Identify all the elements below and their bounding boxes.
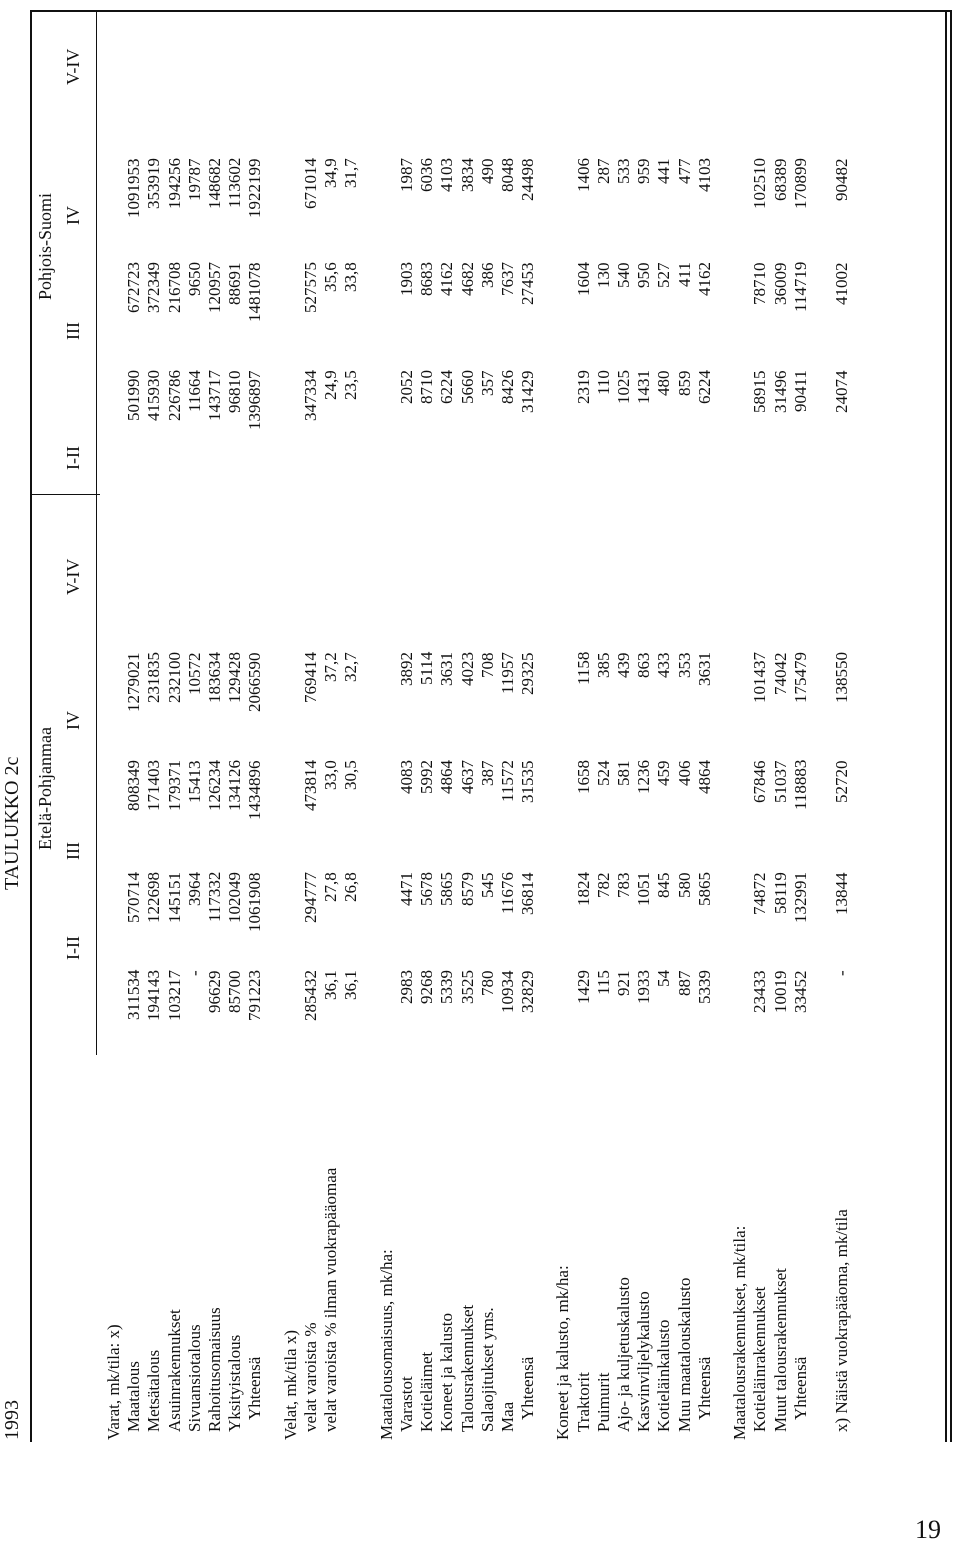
table-cell: 4162	[694, 262, 714, 296]
table-cell: 8048	[497, 158, 517, 192]
table-cell: 67846	[750, 760, 770, 803]
table-cell: 11957	[497, 652, 517, 694]
table-cell: 37,2	[321, 652, 341, 682]
column-header: IV	[63, 711, 83, 730]
row-label: Koneet ja kalusto	[437, 1313, 457, 1432]
table-cell: 36,1	[341, 970, 361, 1000]
table-cell: 477	[674, 158, 694, 184]
table-cell: 2066590	[245, 652, 265, 712]
table-cell: 216708	[164, 262, 184, 313]
column-header: III	[63, 322, 83, 340]
table-cell: 11676	[497, 872, 517, 914]
table-cell: 524	[593, 760, 613, 786]
table-cell: 27453	[518, 262, 538, 305]
table-cell: 32,7	[341, 652, 361, 682]
row-label: Varastot	[396, 1376, 416, 1432]
table-cell: 439	[614, 652, 634, 678]
table-cell: 132991	[790, 872, 810, 923]
table-cell: 540	[614, 262, 634, 288]
table-cell: 36814	[518, 872, 538, 915]
column-header: I-II	[63, 446, 83, 470]
region-separator-rule	[30, 494, 100, 495]
table-cell: 708	[477, 652, 497, 678]
table-cell: 887	[674, 970, 694, 996]
table-cell: 545	[477, 872, 497, 898]
table-cell: 114719	[790, 261, 810, 312]
group-title: Maatalousomaisuus, mk/ha:	[376, 1249, 396, 1440]
row-label: Sivuansiotalous	[184, 1324, 204, 1432]
table-cell: 10572	[184, 652, 204, 695]
table-cell: 533	[614, 158, 634, 184]
table-cell: 10934	[497, 970, 517, 1013]
table-cell: 4083	[396, 760, 416, 794]
table-cell: 780	[477, 970, 497, 996]
table-cell: 311534	[124, 969, 144, 1020]
table-cell: 372349	[144, 262, 164, 313]
table-cell: 54	[654, 970, 674, 987]
table-cell: 10019	[770, 970, 790, 1013]
table-cell: 294777	[300, 872, 320, 923]
page-year: 1993	[1, 1400, 23, 1440]
table-cell: 3892	[396, 652, 416, 686]
page-number: 19	[915, 1515, 941, 1544]
table-cell: 1481078	[245, 262, 265, 322]
table-cell: 1279021	[124, 652, 144, 712]
row-label: Salaojitukset yms.	[477, 1307, 497, 1432]
group-title: Velat, mk/tila x)	[280, 1329, 300, 1440]
table-cell: 1434896	[245, 760, 265, 820]
table-cell: 1429	[573, 970, 593, 1004]
table-cell: 845	[654, 872, 674, 898]
table-cell: 11664	[184, 370, 204, 412]
table-cell: 31496	[770, 370, 790, 413]
table-cell: 527	[654, 262, 674, 288]
table-cell: 226786	[164, 370, 184, 421]
table-cell: 35,6	[321, 262, 341, 292]
table-cell: 34,9	[321, 158, 341, 188]
table-cell: 1933	[634, 970, 654, 1004]
table-cell: 24074	[832, 370, 852, 413]
table-cell: 4637	[457, 760, 477, 794]
table-cell: 85700	[225, 970, 245, 1013]
table-cell: 52720	[832, 760, 852, 803]
table-cell: 23433	[750, 970, 770, 1013]
table-cell: 126234	[205, 760, 224, 811]
table-cell: 459	[654, 760, 674, 786]
table-cell: 580	[674, 872, 694, 898]
table-cell: 859	[674, 370, 694, 396]
table-cell: 74872	[750, 872, 770, 915]
table-cell: 2052	[396, 370, 416, 404]
row-label: velat varoista %	[300, 1322, 320, 1432]
table-cell: 1903	[396, 262, 416, 296]
table-cell: 3525	[457, 970, 477, 1004]
table-right-rule	[30, 10, 952, 12]
row-label: Muut talousrakennukset	[770, 1268, 790, 1432]
row-label: x) Näistä vuokrapääoma, mk/tila	[832, 1209, 852, 1432]
table-cell: 5339	[437, 970, 457, 1004]
group-title: Koneet ja kalusto, mk/ha:	[553, 1265, 573, 1440]
table-cell: -	[184, 970, 204, 976]
table-bottom-rule	[945, 10, 947, 1442]
table-cell: 74042	[770, 652, 790, 695]
table-cell: 353919	[144, 158, 164, 209]
table-cell: 175479	[790, 652, 810, 703]
table-cell: 1025	[614, 370, 634, 404]
table-cell: 5114	[417, 651, 437, 685]
table-cell: 480	[654, 370, 674, 396]
table-cell: 33452	[790, 970, 810, 1013]
table-cell: 5339	[694, 970, 714, 1004]
row-label: Yhteensä	[694, 1356, 714, 1420]
column-header: III	[63, 842, 83, 860]
row-label: Yhteensä	[790, 1356, 810, 1420]
table-cell: 1604	[573, 262, 593, 296]
table-cell: 130	[593, 262, 613, 288]
table-cell: 3631	[437, 652, 457, 686]
group-title: Maatalousrakennukset, mk/tila:	[730, 1225, 750, 1440]
table-cell: 1987	[396, 158, 416, 192]
row-label: Metsätalous	[144, 1349, 164, 1432]
table-cell: 1236	[634, 760, 654, 794]
table-cell: 8426	[497, 370, 517, 404]
table-cell: 30,5	[341, 760, 361, 790]
table-cell: 102049	[225, 872, 245, 923]
table-cell: 4103	[437, 158, 457, 192]
table-cell: 2983	[396, 970, 416, 1004]
table-cell: 9268	[417, 970, 437, 1004]
table-cell: 387	[477, 760, 497, 786]
table-cell: 31429	[518, 370, 538, 413]
row-label: Yksityistalous	[225, 1334, 245, 1432]
table-cell: 120957	[205, 262, 224, 313]
table-cell: 1396897	[245, 370, 265, 430]
table-cell: 1158	[573, 651, 593, 685]
table-cell: 58119	[770, 872, 790, 914]
table-cell: 385	[593, 652, 613, 678]
table-cell: 51037	[770, 760, 790, 803]
table-cell: 145151	[164, 872, 184, 923]
row-label: Talousrakennukset	[457, 1304, 477, 1432]
row-label: Asuinrakennukset	[164, 1309, 184, 1432]
table-cell: 1091953	[124, 158, 144, 218]
table-cell: 433	[654, 652, 674, 678]
column-header: IV	[63, 206, 83, 225]
table-cell: 102510	[750, 158, 770, 209]
table-cell: 115	[593, 970, 613, 995]
table-cell: 138550	[832, 652, 852, 703]
table-cell: 4682	[457, 262, 477, 296]
table-cell: 7637	[497, 262, 517, 296]
table-cell: 4023	[457, 652, 477, 686]
table-cell: 2319	[573, 370, 593, 404]
table-cell: 1658	[573, 760, 593, 794]
table-cell: 411	[674, 262, 694, 287]
table-cell: 23,5	[341, 370, 361, 400]
table-cell: 19787	[184, 158, 204, 201]
table-cell: 3631	[694, 652, 714, 686]
table-cell: 1431	[634, 370, 654, 404]
table-cell: 5865	[694, 872, 714, 906]
table-cell: 285432	[300, 970, 320, 1021]
row-label: Maatalous	[124, 1361, 144, 1432]
table-cell: 863	[634, 652, 654, 678]
table-cell: 194256	[164, 158, 184, 209]
column-header: V-IV	[63, 48, 83, 85]
table-cell: 791223	[245, 970, 265, 1021]
table-cell: 232100	[164, 652, 184, 703]
table-cell: 1824	[573, 872, 593, 906]
table-cell: 110	[593, 370, 613, 395]
table-cell: 96810	[225, 370, 245, 413]
table-cell: 134126	[225, 760, 245, 811]
row-label: Kotieläimet	[417, 1351, 437, 1432]
table-cell: 4864	[694, 760, 714, 794]
table-cell: 15413	[184, 760, 204, 803]
row-label: Kotieläinrakennukset	[750, 1286, 770, 1432]
table-cell: 231835	[144, 652, 164, 703]
table-cell: 11572	[497, 760, 517, 802]
row-label: Traktorit	[573, 1372, 593, 1432]
table-cell: 117332	[205, 871, 224, 922]
table-cell: 96629	[205, 970, 224, 1013]
table-cell: 36,1	[321, 970, 341, 1000]
table-cell: 1922199	[245, 158, 265, 218]
table-cell: 41002	[832, 262, 852, 305]
table-cell: 101437	[750, 652, 770, 703]
row-label: Ajo- ja kuljetuskalusto	[614, 1277, 634, 1432]
table-cell: 415930	[144, 370, 164, 421]
column-header-rule	[96, 10, 97, 1055]
table-cell: 6036	[417, 158, 437, 192]
table-cell: 143717	[205, 370, 224, 421]
table-cell: 347334	[300, 370, 320, 421]
table-cell: -	[832, 970, 852, 976]
table-cell: 148682	[205, 158, 224, 209]
table-cell: 31535	[518, 760, 538, 803]
table-cell: 570714	[124, 872, 144, 923]
row-label: Yhteensä	[518, 1356, 538, 1420]
table-cell: 31,7	[341, 158, 361, 188]
table-cell: 122698	[144, 872, 164, 923]
table-cell: 194143	[144, 970, 164, 1021]
column-header: V-IV	[63, 558, 83, 595]
table-cell: 6224	[694, 370, 714, 404]
table-cell: 406	[674, 760, 694, 786]
table-cell: 33,8	[341, 262, 361, 292]
table-cell: 783	[614, 872, 634, 898]
table-cell: 36009	[770, 262, 790, 305]
group-title: Varat, mk/tila: x)	[104, 1324, 123, 1440]
table-left-rule	[950, 10, 952, 1442]
table-cell: 90411	[790, 370, 810, 412]
table-cell: 490	[477, 158, 497, 184]
table-cell: 113602	[225, 157, 245, 208]
table-cell: 78710	[750, 262, 770, 305]
table-cell: 103217	[164, 970, 184, 1021]
table-cell: 1406	[573, 158, 593, 192]
table-cell: 9650	[184, 262, 204, 296]
column-header: I-II	[63, 936, 83, 960]
table-cell: 3964	[184, 872, 204, 906]
row-label: Kotieläinkalusto	[654, 1319, 674, 1432]
table-cell: 1051	[634, 872, 654, 906]
row-label: Rahoitusomaisuus	[205, 1307, 224, 1432]
table-cell: 33,0	[321, 760, 341, 790]
row-label: Maa	[497, 1401, 517, 1432]
table-cell: 353	[674, 652, 694, 678]
table-cell: 950	[634, 262, 654, 288]
table-cell: 5660	[457, 370, 477, 404]
table-title: TAULUKKO 2c	[1, 756, 23, 890]
row-label: Kasvinviljelykalusto	[634, 1291, 654, 1432]
table-cell: 24,9	[321, 370, 341, 400]
table-cell: 8579	[457, 872, 477, 906]
region-header-1: Etelä-Pohjanmaa	[35, 727, 55, 850]
table-cell: 29325	[518, 652, 538, 695]
table-cell: 171403	[144, 760, 164, 811]
row-label: Muu maatalouskalusto	[674, 1277, 694, 1432]
region-header-2: Pohjois-Suomi	[35, 192, 55, 300]
table-cell: 27,8	[321, 872, 341, 902]
table-cell: 386	[477, 262, 497, 288]
table-cell: 959	[634, 158, 654, 184]
table-cell: 782	[593, 872, 613, 898]
table-cell: 24498	[518, 158, 538, 201]
table-cell: 441	[654, 158, 674, 184]
label-column-rule	[30, 1055, 32, 1057]
table-cell: 5678	[417, 872, 437, 906]
table-cell: 90482	[832, 158, 852, 201]
table-cell: 170899	[790, 158, 810, 209]
table-cell: 357	[477, 370, 497, 396]
table-cell: 671014	[300, 158, 320, 209]
table-cell: 1061908	[245, 872, 265, 932]
table-cell: 179371	[164, 760, 184, 811]
table-cell: 58915	[750, 370, 770, 413]
table-cell: 4864	[437, 760, 457, 794]
table-cell: 88691	[225, 262, 245, 305]
row-label: velat varoista % ilman vuokrapääomaa	[321, 1167, 341, 1432]
table-cell: 129428	[225, 652, 245, 703]
table-cell: 287	[593, 158, 613, 184]
table-cell: 808349	[124, 760, 144, 811]
table-cell: 769414	[300, 652, 320, 703]
table-cell: 4103	[694, 158, 714, 192]
table-cell: 3834	[457, 158, 477, 192]
table-cell: 527575	[300, 262, 320, 313]
table-cell: 68389	[770, 158, 790, 201]
row-label: Puimurit	[593, 1372, 613, 1432]
row-label: Yhteensä	[245, 1356, 265, 1420]
table-cell: 8683	[417, 262, 437, 296]
table-cell: 13844	[832, 872, 852, 915]
table-cell: 6224	[437, 370, 457, 404]
table-cell: 32829	[518, 970, 538, 1013]
table-cell: 5865	[437, 872, 457, 906]
table-cell: 473814	[300, 760, 320, 811]
table-cell: 183634	[205, 652, 224, 703]
table-cell: 5992	[417, 760, 437, 794]
table-cell: 501990	[124, 370, 144, 421]
table-cell: 921	[614, 970, 634, 996]
table-top-rule	[30, 10, 32, 1442]
table-cell: 672723	[124, 262, 144, 313]
table-cell: 8710	[417, 370, 437, 404]
table-cell: 4162	[437, 262, 457, 296]
table-cell: 118883	[790, 759, 810, 810]
table-cell: 581	[614, 760, 634, 786]
table-cell: 4471	[396, 872, 416, 906]
table-cell: 26,8	[341, 872, 361, 902]
